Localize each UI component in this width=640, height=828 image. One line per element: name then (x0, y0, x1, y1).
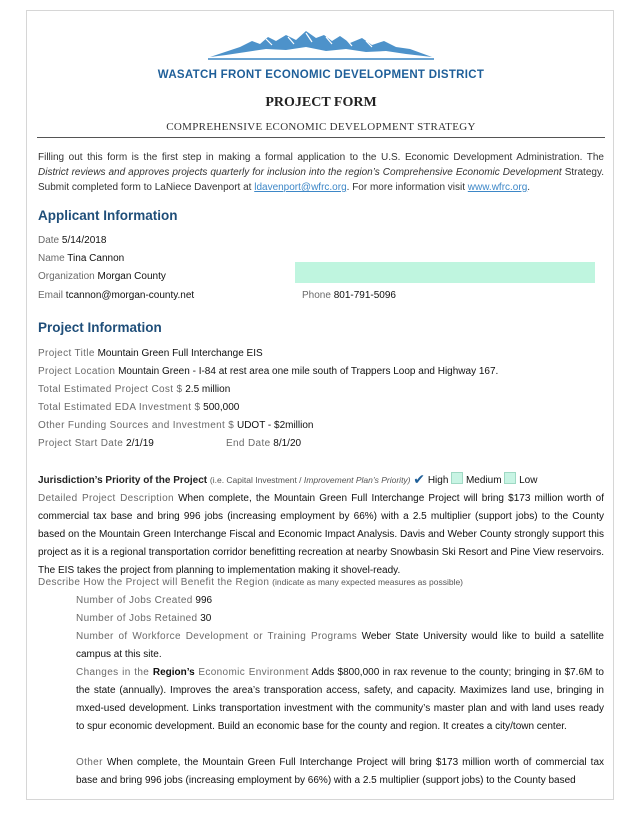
website-link[interactable]: www.wfrc.org (467, 182, 528, 193)
name-value: Tina Cannon (67, 253, 125, 264)
economic-environment-label: Economic Environment (194, 667, 309, 678)
form-page (26, 10, 614, 800)
jobs-created-value: 996 (195, 595, 213, 606)
organization-field[interactable] (38, 271, 166, 282)
project-title-value: Mountain Green Full Interchange EIS (97, 348, 263, 359)
end-date-label: End Date (226, 438, 271, 449)
phone-field[interactable] (302, 290, 396, 301)
phone-label: Phone (302, 290, 331, 301)
benefit-label: Describe How the Project will Benefit the Region (38, 577, 270, 588)
org-name: WASATCH FRONT ECONOMIC DEVELOPMENT DISTRICT (157, 69, 485, 81)
jobs-retained-value: 30 (200, 613, 212, 624)
intro-italic-text: District reviews and approves projects quarterly for inclusion into the region’s Comprehensive Economic Development (38, 167, 562, 178)
project-cost-value: 2.5 million (185, 384, 231, 395)
project-location-value: Mountain Green - I-84 at rest area one mile south of Trappers Loop and Highway 167. (118, 366, 499, 377)
project-title-field[interactable] (38, 348, 263, 359)
header-divider (37, 137, 605, 138)
priority-hint: (i.e. Capital Investment / (209, 475, 304, 485)
priority-high-label: High (427, 475, 449, 486)
economic-environment-label-bold: Region’s (152, 667, 195, 678)
start-date-value: 2/1/19 (126, 438, 154, 449)
date-field[interactable] (38, 235, 106, 246)
name-label: Name (38, 253, 65, 264)
other-funding-field[interactable] (38, 420, 313, 431)
workforce-programs-field[interactable] (76, 628, 604, 664)
project-title-label: Project Title (38, 348, 95, 359)
workforce-programs-value: Weber State University would like to build a satellite campus at this site. (76, 631, 604, 660)
other-benefit-field[interactable] (76, 754, 604, 790)
jobs-retained-label: Number of Jobs Retained (76, 613, 198, 624)
jobs-retained-field[interactable] (76, 610, 604, 628)
intro-text-part: . For more information visit (346, 182, 468, 193)
organization-value: Morgan County (97, 271, 166, 282)
other-benefit-value: When complete, the Mountain Green Full Interchange Project will bring $173 million worth of commercial tax base and bring 996 jobs (increasing employment by 66%) with a 2.5 multiplier (support jobs) to the County based (76, 757, 605, 786)
email-value: tcannon@morgan-county.net (65, 290, 195, 301)
priority-label: Jurisdiction’s Priority of the Project (38, 475, 208, 486)
highlighted-input-field[interactable] (295, 262, 595, 283)
eda-investment-label: Total Estimated EDA Investment $ (38, 402, 201, 413)
priority-low-checkbox[interactable] (504, 472, 516, 484)
intro-text-part: Filling out this form is the first step in making a formal application to the U.S. Economic Development Administration. The (38, 152, 604, 163)
priority-hint-italic: Improvement Plan’s Priority) (303, 475, 411, 485)
organization-label: Organization (38, 271, 95, 282)
logo (27, 27, 615, 61)
project-location-field[interactable] (38, 366, 498, 377)
economic-environment-field[interactable] (76, 664, 604, 736)
project-description[interactable] (38, 490, 604, 580)
phone-value: 801-791-5096 (333, 290, 396, 301)
start-date-label: Project Start Date (38, 438, 124, 449)
project-location-label: Project Location (38, 366, 116, 377)
email-label: Email (38, 290, 64, 301)
other-funding-label: Other Funding Sources and Investment $ (38, 420, 235, 431)
priority-low-label: Low (519, 475, 538, 486)
benefit-row (38, 577, 463, 588)
priority-medium-label: Medium (465, 475, 502, 486)
economic-environment-label: Changes in the (76, 667, 153, 678)
intro-text (38, 150, 604, 195)
intro-text-part: Strategy. Submit completed form to LaNiece Davenport at (38, 167, 604, 193)
priority-medium-checkbox[interactable] (451, 472, 463, 484)
project-heading: Project Information (38, 320, 162, 335)
eda-investment-value: 500,000 (203, 402, 240, 413)
priority-row (38, 470, 537, 487)
benefit-hint: (indicate as many expected measures as possible) (272, 577, 464, 587)
project-cost-label: Total Estimated Project Cost $ (38, 384, 183, 395)
description-text: When complete, the Mountain Green Full Interchange Project will bring $173 million worth of commercial tax base and bring 996 jobs (increasing employment by 66%) with a 2.5 multiplier (support jobs) to the County based on the Mountain Green Interchange Fiscal and Economic Impact Analysis. Davis and Weber County strongly support this project as it is a regional transportation corridor benefitting recreation at nearby Snowbasin Ski Resort and Pine View reservoirs. The EIS takes the project from planning to implementation making it shovel-ready. (38, 493, 604, 576)
other-funding-value: UDOT - $2million (236, 420, 314, 431)
email-field[interactable] (38, 290, 194, 301)
other-benefit-label: Other (76, 757, 103, 768)
start-date-field[interactable] (38, 438, 154, 449)
workforce-programs-label: Number of Workforce Development or Training Programs (76, 631, 358, 642)
mountain-range-logo-icon (206, 27, 436, 61)
end-date-value: 8/1/20 (273, 438, 302, 449)
email-link[interactable]: ldavenport@wfrc.org (254, 182, 347, 193)
applicant-heading: Applicant Information (38, 208, 178, 223)
project-cost-field[interactable] (38, 384, 230, 395)
description-label: Detailed Project Description (38, 493, 174, 504)
end-date-field[interactable] (226, 438, 301, 449)
intro-text-part: . (527, 182, 531, 193)
date-value: 5/14/2018 (61, 235, 107, 246)
checkmark-icon[interactable]: ✔ (413, 471, 426, 487)
date-label: Date (38, 235, 60, 246)
form-subtitle: COMPREHENSIVE ECONOMIC DEVELOPMENT STRATEGY (166, 121, 476, 133)
jobs-created-field[interactable] (76, 592, 604, 610)
form-title: PROJECT FORM (265, 95, 377, 110)
economic-environment-value: Adds $800,000 in rax revenue to the county; bringing in $7.6M to the state (annually). Improves the area’s transporation access, safety, and capacity. Maximizes land use, bringing in mxed-used development. Links transportation investment with the community’s master plan and with land uses ready to spur economic development. Build an economic base for the county and region. It creates a city/town center. (76, 667, 604, 732)
name-field[interactable] (38, 253, 124, 264)
eda-investment-field[interactable] (38, 402, 239, 413)
jobs-created-label: Number of Jobs Created (76, 595, 193, 606)
